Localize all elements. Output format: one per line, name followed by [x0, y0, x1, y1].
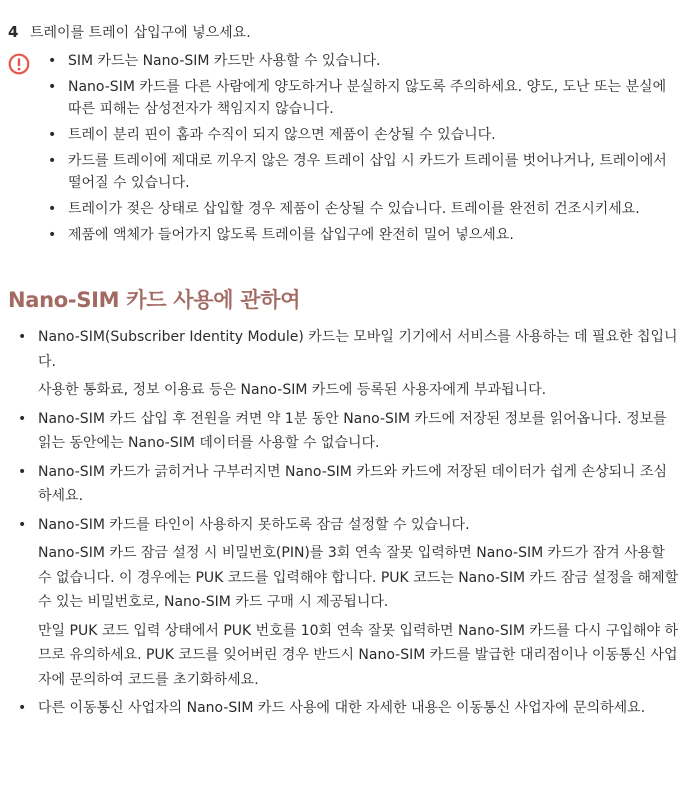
- info-paragraph: • Nano-SIM 카드 삽입 후 전원을 켜면 약 1분 동안 Nano-SIM 카드에 저장된 정보를 읽어옵니다. 정보를 읽는 동안에는 Nano-SIM 데이터를 사용할 수 없습니다.: [38, 410, 667, 451]
- info-item: [18, 407, 680, 456]
- info-paragraph: • Nano-SIM 카드가 긁히거나 구부러지면 Nano-SIM 카드와 카드에 저장된 데이터가 쉽게 손상되니 조심하세요.: [38, 463, 668, 504]
- section-title: Nano-SIM 카드 사용에 관하여: [8, 288, 301, 312]
- caution-circle-icon: [8, 53, 30, 75]
- caution-item: • 카드를 트레이에 제대로 끼우지 않은 경우 트레이 삽입 시 카드가 트레이를 벗어나거나, 트레이에서 떨어질 수 있습니다.: [48, 150, 678, 194]
- caution-item: • 트레이 분리 핀이 홈과 수직이 되지 않으면 제품이 손상될 수 있습니다.: [48, 124, 678, 146]
- caution-item: • Nano-SIM 카드를 다른 사람에게 양도하거나 분실하지 않도록 주의하세요. 양도, 도난 또는 분실에 따른 피해는 삼성전자가 책임지지 않습니다.: [48, 76, 678, 120]
- step-4: [8, 22, 251, 42]
- caution-list: [48, 50, 678, 250]
- info-item: [18, 696, 680, 721]
- info-item: [18, 513, 680, 693]
- info-paragraph: 만일 PUK 코드 입력 상태에서 PUK 번호를 10회 연속 잘못 입력하면 Nano-SIM 카드를 다시 구입해야 하므로 유의하세요. PUK 코드를 잊어버린 경우 반드시 Nano-SIM 카드를 발급한 대리점이나 이동통신 사업자에 문의하여 코드를 초기화하세요.: [38, 622, 678, 688]
- info-list: [18, 325, 680, 725]
- info-paragraph: • 다른 이동통신 사업자의 Nano-SIM 카드 사용에 대한 자세한 내용은 이동통신 사업자에 문의하세요.: [38, 700, 646, 716]
- step-text: 트레이를 트레이 삽입구에 넣으세요.: [30, 25, 251, 41]
- info-paragraph: 사용한 통화료, 정보 이용료 등은 Nano-SIM 카드에 등록된 사용자에게 부과됩니다.: [38, 382, 547, 398]
- info-paragraph: • Nano-SIM(Subscriber Identity Module) 카드는 모바일 기기에서 서비스를 사용하는 데 필요한 칩입니다.: [38, 329, 678, 370]
- caution-item: • 트레이가 젖은 상태로 삽입할 경우 제품이 손상될 수 있습니다. 트레이를 완전히 건조시키세요.: [48, 198, 678, 220]
- caution-item: • SIM 카드는 Nano-SIM 카드만 사용할 수 있습니다.: [48, 50, 678, 72]
- caution-item: • 제품에 액체가 들어가지 않도록 트레이를 삽입구에 완전히 밀어 넣으세요.: [48, 224, 678, 246]
- info-paragraph: Nano-SIM 카드 잠금 설정 시 비밀번호(PIN)를 3회 연속 잘못 입력하면 Nano-SIM 카드가 잠겨 사용할 수 없습니다. 이 경우에는 PUK 코드를 입력해야 합니다. PUK 코드는 Nano-SIM 카드 잠금 설정을 해제할 수 있는 비밀번호로, Nano-SIM 카드 구매 시 제공됩니다.: [38, 545, 679, 610]
- info-item: [18, 325, 680, 403]
- step-number: 4: [8, 23, 19, 41]
- info-item: [18, 460, 680, 509]
- info-paragraph: • Nano-SIM 카드를 타인이 사용하지 못하도록 잠금 설정할 수 있습니다.: [38, 516, 470, 533]
